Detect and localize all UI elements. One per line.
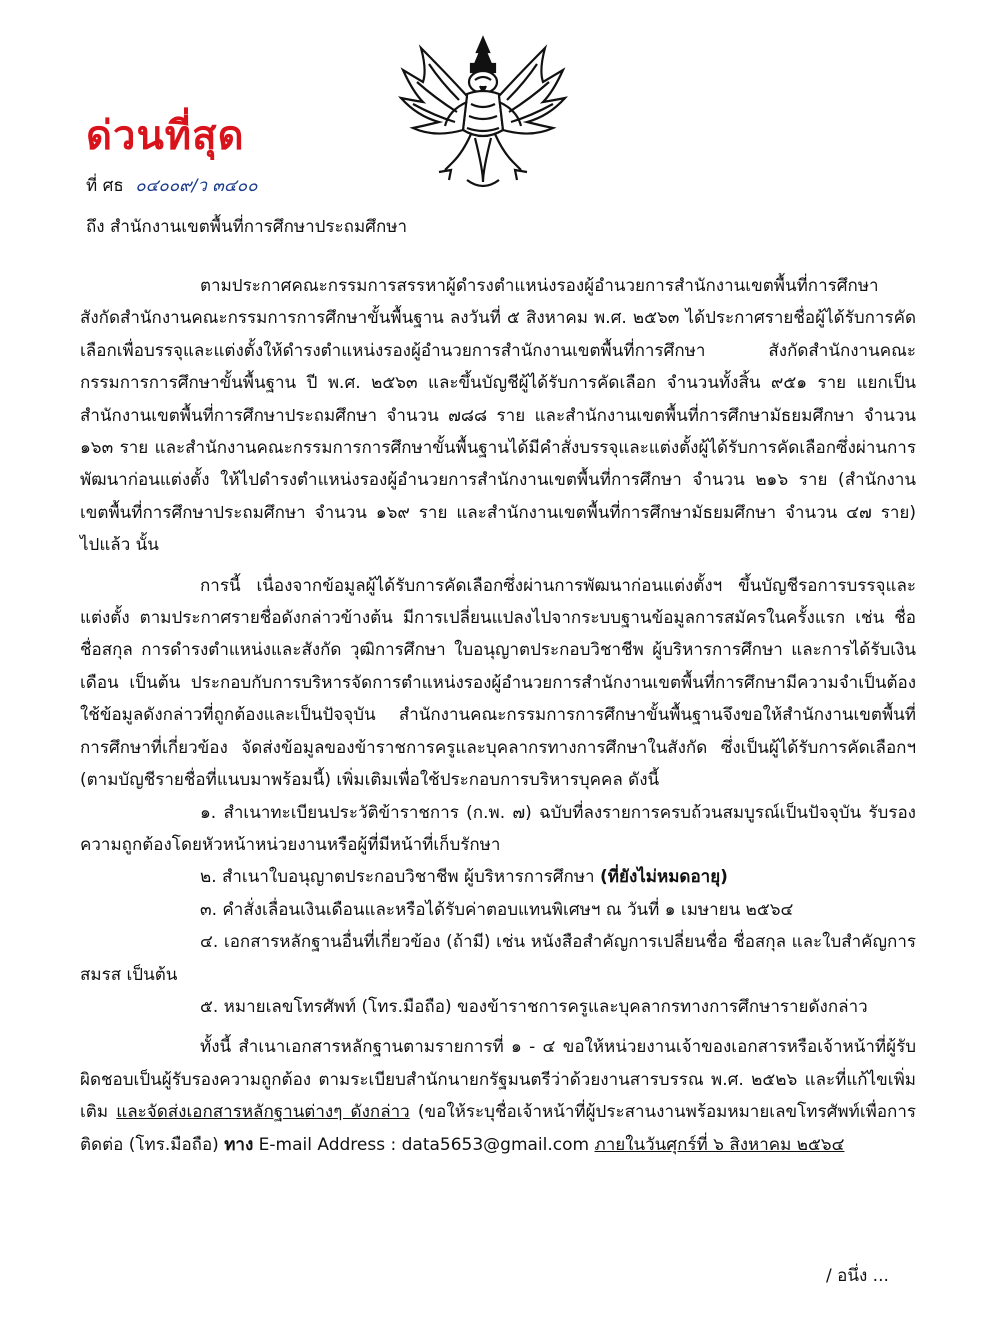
- letter-body: [80, 270, 916, 1161]
- list-item-3: ๓. คำสั่งเลื่อนเงินเดือนและหรือได้รับค่าตอบแทนพิเศษฯ ณ วันที่ ๑ เมษายน ๒๕๖๔: [200, 899, 794, 920]
- instructions-via: ทาง: [224, 1134, 254, 1155]
- list-item-1: ๑. สำเนาทะเบียนประวัติข้าราชการ (ก.พ. ๗) ฉบับที่ลงรายการครบถ้วนสมบูรณ์เป็นปัจจุบัน รับรองความถูกต้องโดยหัวหน้าหน่วยงานหรือผู้ที่มีหน้าที่เก็บรักษา: [80, 802, 916, 855]
- urgent-stamp: ด่วนที่สุด: [86, 113, 245, 159]
- doc-number-value: ๐๔๐๐๙/ว ๓๔๐๐: [135, 176, 258, 196]
- instructions-underlined: และจัดส่งเอกสารหลักฐานต่างๆ ดังกล่าว: [116, 1102, 410, 1123]
- paragraph-instructions: [80, 1031, 916, 1161]
- addressee-line: ถึง สำนักงานเขตพื้นที่การศึกษาประถมศึกษา: [86, 217, 407, 237]
- paragraph-background: ตามประกาศคณะกรรมการสรรหาผู้ดำรงตำแหน่งรองผู้อำนวยการสำนักงานเขตพื้นที่การศึกษา สังกัดสำนักงานคณะกรรมการการศึกษาขั้นพื้นฐาน ลงวันที่ ๕ สิงหาคม พ.ศ. ๒๕๖๓ ได้ประกาศรายชื่อผู้ได้รับการคัดเลือกเพื่อบรรจุและแต่งตั้งให้ดำรงตำแหน่งรองผู้อำนวยการสำนักงานเขตพื้นที่การศึกษา สังกัดสำนักงานคณะกรรมการการศึกษาขั้นพื้นฐาน ปี พ.ศ. ๒๕๖๓ และขึ้นบัญชีผู้ได้รับการคัดเลือก จำนวนทั้งสิ้น ๙๕๑ ราย แยกเป็นสำนักงานเขตพื้นที่การศึกษาประถมศึกษา จำนวน ๗๘๘ ราย และสำนักงานเขตพื้นที่การศึกษามัธยมศึกษา จำนวน ๑๖๓ ราย และสำนักงานคณะกรรมการการศึกษาขั้นพื้นฐานได้มีคำสั่งบรรจุและแต่งตั้งผู้ได้รับการคัดเลือกซึ่งผ่านการพัฒนาก่อนแต่งตั้ง ให้ไปดำรงตำแหน่งรองผู้อำนวยการสำนักงานเขตพื้นที่การศึกษา จำนวน ๒๑๖ ราย (สำนักงานเขตพื้นที่การศึกษาประถมศึกษา จำนวน ๑๖๙ ราย และสำนักงานเขตพื้นที่การศึกษามัธยมศึกษา จำนวน ๔๗ ราย) ไปแล้ว นั้น: [80, 276, 916, 556]
- instructions-text-1: ทั้งนี้ สำเนาเอกสารหลักฐานตามรายการที่ ๑ - ๔ ขอให้หน่วยงานเจ้าของเอกสารหรือเจ้าหน้าที่ผู้รับผิดชอบเป็นผู้รับรองความถูกต้อง ตามระเบียบสำนักนายกรัฐมนตรีว่าด้วยงานสารบรรณ พ.ศ. ๒๕๒๖ และที่แก้ไขเพิ่มเติม: [80, 1037, 916, 1123]
- deadline-text: ภายในวันศุกร์ที่ ๖ สิงหาคม ๒๕๖๔: [594, 1134, 845, 1155]
- instructions-text-2: (ขอให้ระบุชื่อเจ้าหน้าที่ผู้ประสานงานพร้อมหมายเลขโทรศัพท์เพื่อการติดต่อ (โทร.มือถือ): [80, 1102, 917, 1155]
- list-item-5: ๕. หมายเลขโทรศัพท์ (โทร.มือถือ) ของข้าราชการครูและบุคลากรทางการศึกษารายดังกล่าว: [200, 996, 868, 1017]
- list-item-2: [80, 861, 916, 893]
- doc-number-prefix: ที่ ศธ: [86, 176, 124, 196]
- continuation-marker: / อนึ่ง ...: [826, 1266, 889, 1286]
- list-item-4: ๔. เอกสารหลักฐานอื่นที่เกี่ยวข้อง (ถ้ามี) เช่น หนังสือสำคัญการเปลี่ยนชื่อ ชื่อสกุล และใบสำคัญการสมรส เป็นต้น: [80, 932, 916, 985]
- list-item-2-note: (ที่ยังไม่หมดอายุ): [600, 867, 728, 888]
- contact-email: E-mail Address : data5653@gmail.com: [253, 1134, 595, 1155]
- list-item-2-text: ๒. สำเนาใบอนุญาตประกอบวิชาชีพ ผู้บริหารการศึกษา: [200, 867, 595, 888]
- document-number: [86, 172, 258, 199]
- paragraph-request: การนี้ เนื่องจากข้อมูลผู้ได้รับการคัดเลือกซึ่งผ่านการพัฒนาก่อนแต่งตั้งฯ ขึ้นบัญชีรอการบรรจุและแต่งตั้ง ตามประกาศรายชื่อดังกล่าวข้างต้น มีการเปลี่ยนแปลงไปจากระบบฐานข้อมูลการสมัครในครั้งแรก เช่น ชื่อ ชื่อสกุล การดำรงตำแหน่งและสังกัด วุฒิการศึกษา ใบอนุญาตประกอบวิชาชีพ ผู้บริหารการศึกษา และการได้รับเงินเดือน เป็นต้น ประกอบกับการบริหารจัดการตำแหน่งรองผู้อำนวยการสำนักงานเขตพื้นที่การศึกษามีความจำเป็นต้องใช้ข้อมูลดังกล่าวที่ถูกต้องและเป็นปัจจุบัน สำนักงานคณะกรรมการการศึกษาขั้นพื้นฐานจึงขอให้สำนักงานเขตพื้นที่การศึกษาที่เกี่ยวข้อง จัดส่งข้อมูลของข้าราชการครูและบุคลากรทางการศึกษาในสังกัด ซึ่งเป็นผู้ได้รับการคัดเลือกฯ (ตามบัญชีรายชื่อที่แนบมาพร้อมนี้) เพิ่มเติมเพื่อใช้ประกอบการบริหารบุคคล ดังนี้: [80, 575, 916, 791]
- garuda-emblem-icon: [383, 30, 583, 200]
